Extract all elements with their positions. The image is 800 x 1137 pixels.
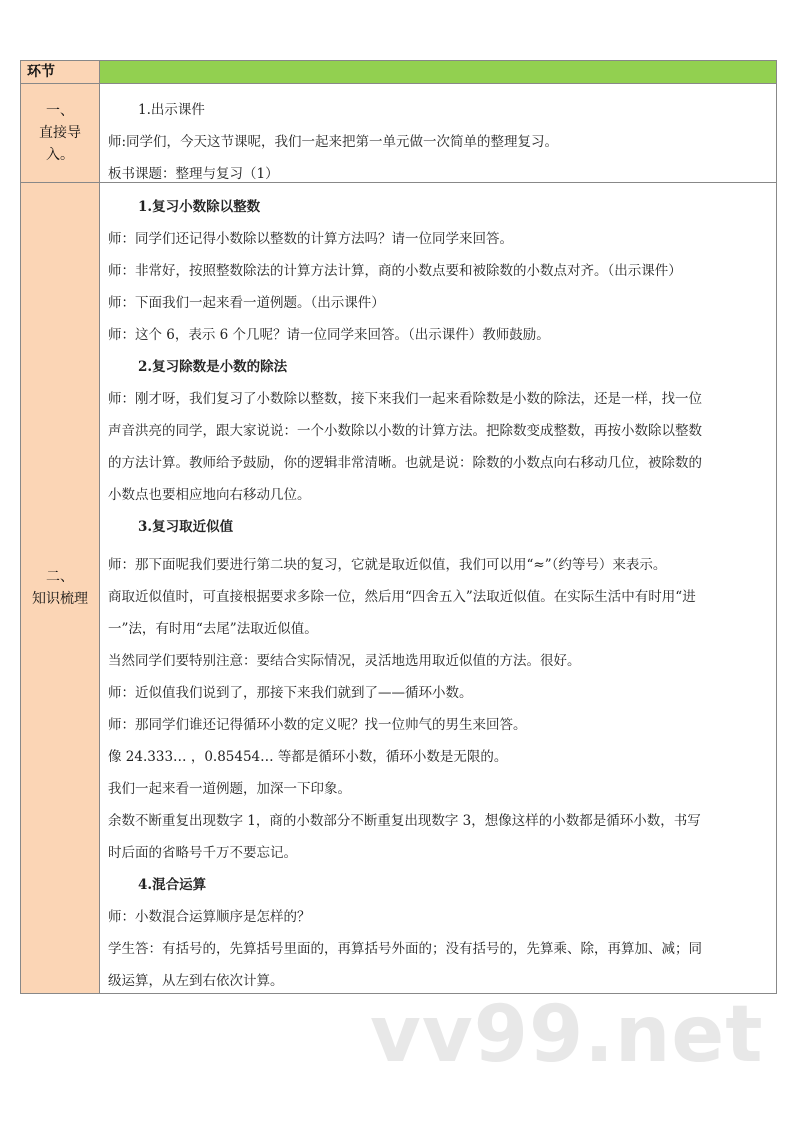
paragraph-line: 当然同学们要特别注意：要结合实际情况，灵活地选用取近似值的方法。很好。: [108, 653, 581, 669]
intro-line: 1.出示课件: [138, 102, 205, 118]
paragraph-line: 师：小数混合运算顺序是怎样的？: [108, 909, 311, 925]
paragraph-line: 声音洪亮的同学，跟大家说说：一个小数除以小数的计算方法。把除数变成整数，再按小数除以整数: [108, 423, 702, 439]
lesson-table: [20, 60, 777, 994]
subheading: 1.复习小数除以整数: [138, 199, 261, 215]
paragraph-line: 师：同学们还记得小数除以整数的计算方法吗？请一位同学来回答。: [108, 231, 513, 247]
section-review-title: 知识梳理: [32, 591, 88, 607]
paragraph-line: 师：非常好，按照整数除法的计算方法计算，商的小数点要和被除数的小数点对齐。（出示课件）: [108, 263, 682, 279]
subheading: 2.复习除数是小数的除法: [138, 359, 288, 375]
header-row: [21, 61, 776, 84]
paragraph-line: 小数点也要相应地向右移动几位。: [108, 487, 311, 503]
section-intro-title: 直接导入。: [39, 125, 81, 163]
section-review-number: 二、: [46, 569, 74, 585]
paragraph-line: 商取近似值时，可直接根据要求多除一位，然后用“四舍五入”法取近似值。在实际生活中有时用“进: [108, 589, 696, 605]
paragraph-line: 我们一起来看一道例题，加深一下印象。: [108, 781, 351, 797]
intro-line: 师:同学们，今天这节课呢，我们一起来把第一单元做一次简单的整理复习。: [108, 134, 559, 150]
paragraph-line: 一”法，有时用“去尾”法取近似值。: [108, 621, 318, 637]
subheading: 4.混合运算: [138, 877, 207, 893]
paragraph-line: 学生答：有括号的，先算括号里面的，再算括号外面的；没有括号的，先算乘、除，再算加、减；同: [108, 941, 702, 957]
paragraph-line: 的方法计算。教师给予鼓励，你的逻辑非常清晰。也就是说：除数的小数点向右移动几位，被除数的: [108, 455, 702, 471]
header-content-bar: [100, 61, 776, 83]
section-intro-row: [21, 84, 776, 183]
paragraph-line: 级运算，从左到右依次计算。: [108, 973, 284, 989]
paragraph-line: 师：刚才呀，我们复习了小数除以整数，接下来我们一起来看除数是小数的除法，还是一样，找一位: [108, 391, 702, 407]
watermark-text: vv99.net: [370, 990, 764, 1080]
subheading: 3.复习取近似值: [138, 519, 234, 535]
paragraph-line: 余数不断重复出现数字 1，商的小数部分不断重复出现数字 3，想像这样的小数都是循环小数，书写: [108, 813, 701, 829]
paragraph-line: 师：这个 6，表示 6 个几呢？请一位同学来回答。（出示课件）教师鼓励。: [108, 327, 550, 343]
paragraph-line: 师：下面我们一起来看一道例题。（出示课件）: [108, 295, 385, 311]
section-review-label: [21, 183, 100, 993]
paragraph-line: 师：那同学们谁还记得循环小数的定义呢？找一位帅气的男生来回答。: [108, 717, 527, 733]
header-label: 环节: [21, 61, 100, 83]
paragraph-line: 师：那下面呢我们要进行第二块的复习，它就是取近似值，我们可以用“≈”（约等号）来表示。: [108, 557, 667, 573]
paragraph-line: 像 24.333… ，0.85454… 等都是循环小数，循环小数是无限的。: [108, 749, 508, 765]
section-intro-content: [100, 84, 776, 182]
intro-line: 板书课题：整理与复习（1）: [108, 166, 279, 182]
paragraph-line: 时后面的省略号千万不要忘记。: [108, 845, 297, 861]
section-intro-number: 一、: [46, 103, 74, 119]
section-intro-label: [21, 84, 100, 182]
section-review-content: [100, 183, 776, 993]
section-review-row: [21, 183, 776, 994]
paragraph-line: 师：近似值我们说到了，那接下来我们就到了——循环小数。: [108, 685, 473, 701]
